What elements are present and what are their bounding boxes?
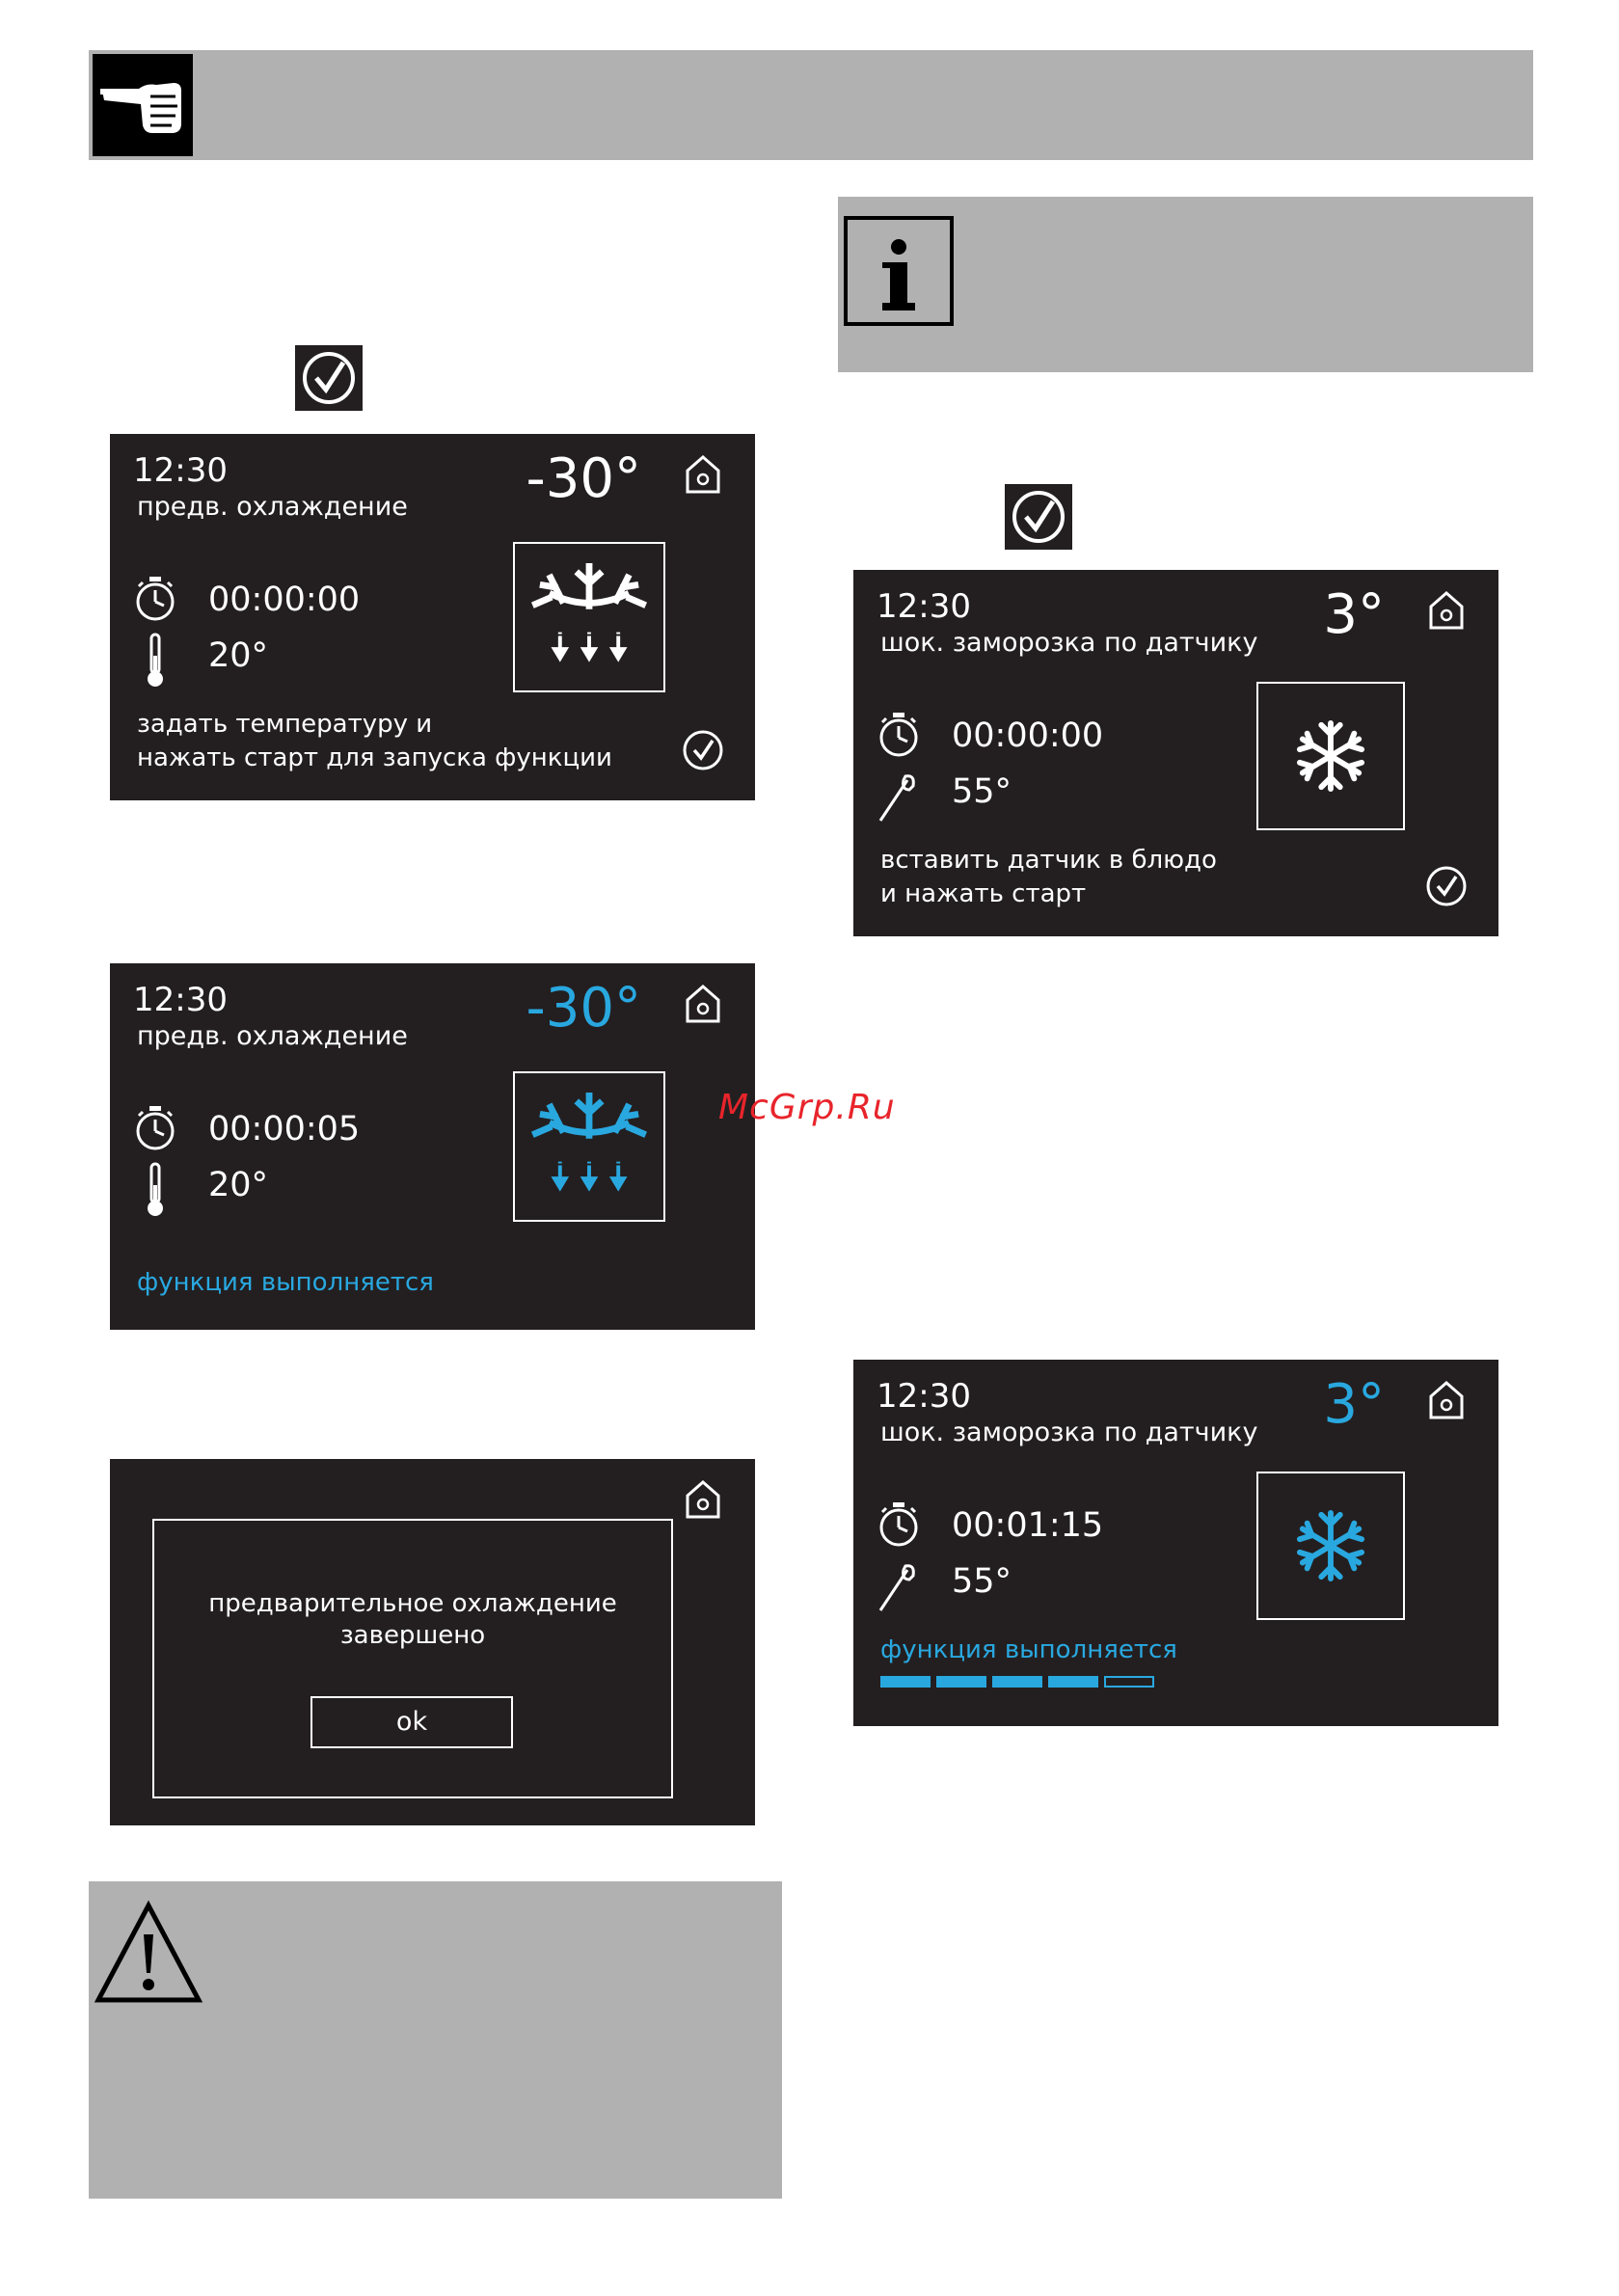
- timer-value[interactable]: 00:01:15: [952, 1506, 1104, 1545]
- home-icon[interactable]: [684, 1478, 722, 1521]
- target-temperature[interactable]: -30°: [526, 447, 641, 510]
- timer-value[interactable]: 00:00:05: [208, 1110, 361, 1148]
- snowflake-icon: [1258, 684, 1403, 828]
- target-temperature[interactable]: 3°: [1323, 1373, 1385, 1436]
- function-icon-box: [1256, 1472, 1405, 1620]
- info-icon: [844, 216, 954, 326]
- ok-button[interactable]: ok: [310, 1696, 513, 1748]
- timer-value[interactable]: 00:00:00: [952, 716, 1104, 755]
- start-checkmark-icon: [1005, 484, 1072, 550]
- home-icon[interactable]: [1427, 589, 1466, 632]
- probe-icon: [877, 1558, 919, 1614]
- progress-segment: [1104, 1676, 1154, 1688]
- status-text: функция выполняется: [880, 1635, 1177, 1664]
- warning-icon: [93, 1900, 204, 2006]
- chamber-temperature: 20°: [208, 636, 269, 675]
- pointing-hand-icon: [93, 54, 193, 156]
- clock-time: 12:30: [133, 451, 228, 490]
- instruction-text: задать температуру и нажать старт для запуска функции: [137, 710, 612, 772]
- timer-icon: [877, 711, 921, 759]
- timer-value[interactable]: 00:00:00: [208, 581, 361, 619]
- probe-temperature: 55°: [952, 772, 1012, 811]
- shock-setup-screen: [853, 570, 1498, 936]
- mode-label: шок. заморозка по датчику: [880, 628, 1258, 658]
- start-checkmark-icon: [295, 345, 363, 411]
- header-band: [89, 50, 1533, 160]
- shock-running-screen: [853, 1360, 1498, 1726]
- target-temperature[interactable]: -30°: [526, 977, 641, 1040]
- clock-time: 12:30: [877, 587, 971, 626]
- precool-setup-screen: [110, 434, 755, 800]
- timer-icon: [133, 575, 177, 623]
- watermark: McGrp.Ru: [718, 1088, 896, 1127]
- precool-running-screen: [110, 963, 755, 1330]
- clock-time: 12:30: [133, 981, 228, 1019]
- progress-bar: [880, 1676, 1154, 1688]
- snowflake-icon: [1258, 1473, 1403, 1618]
- mode-label: шок. заморозка по датчику: [880, 1418, 1258, 1447]
- mode-label: предв. охлаждение: [137, 1021, 408, 1051]
- precool-done-screen: [110, 1459, 755, 1825]
- precool-icon: [515, 1073, 663, 1220]
- checkmark-icon[interactable]: [682, 729, 724, 771]
- instruction-text: вставить датчик в блюдо и нажать старт: [880, 846, 1217, 908]
- thermometer-icon: [141, 633, 170, 689]
- probe-icon: [877, 769, 919, 824]
- home-icon[interactable]: [1427, 1379, 1466, 1421]
- mode-label: предв. охлаждение: [137, 492, 408, 522]
- progress-segment: [880, 1676, 931, 1688]
- function-icon-box: [513, 1071, 665, 1222]
- clock-time: 12:30: [877, 1377, 971, 1416]
- progress-segment: [936, 1676, 986, 1688]
- progress-segment: [1048, 1676, 1098, 1688]
- completion-dialog: [152, 1519, 673, 1798]
- home-icon[interactable]: [684, 453, 722, 496]
- progress-segment: [992, 1676, 1042, 1688]
- status-text: функция выполняется: [137, 1268, 434, 1297]
- precool-icon: [515, 544, 663, 690]
- dialog-message: предварительное охлаждение завершено: [208, 1589, 617, 1650]
- thermometer-icon: [141, 1162, 170, 1218]
- home-icon[interactable]: [684, 983, 722, 1025]
- target-temperature[interactable]: 3°: [1323, 583, 1385, 646]
- chamber-temperature: 20°: [208, 1166, 269, 1204]
- probe-temperature: 55°: [952, 1562, 1012, 1601]
- checkmark-icon[interactable]: [1425, 865, 1468, 907]
- function-icon-box: [513, 542, 665, 692]
- function-icon-box: [1256, 682, 1405, 830]
- timer-icon: [133, 1104, 177, 1152]
- timer-icon: [877, 1500, 921, 1549]
